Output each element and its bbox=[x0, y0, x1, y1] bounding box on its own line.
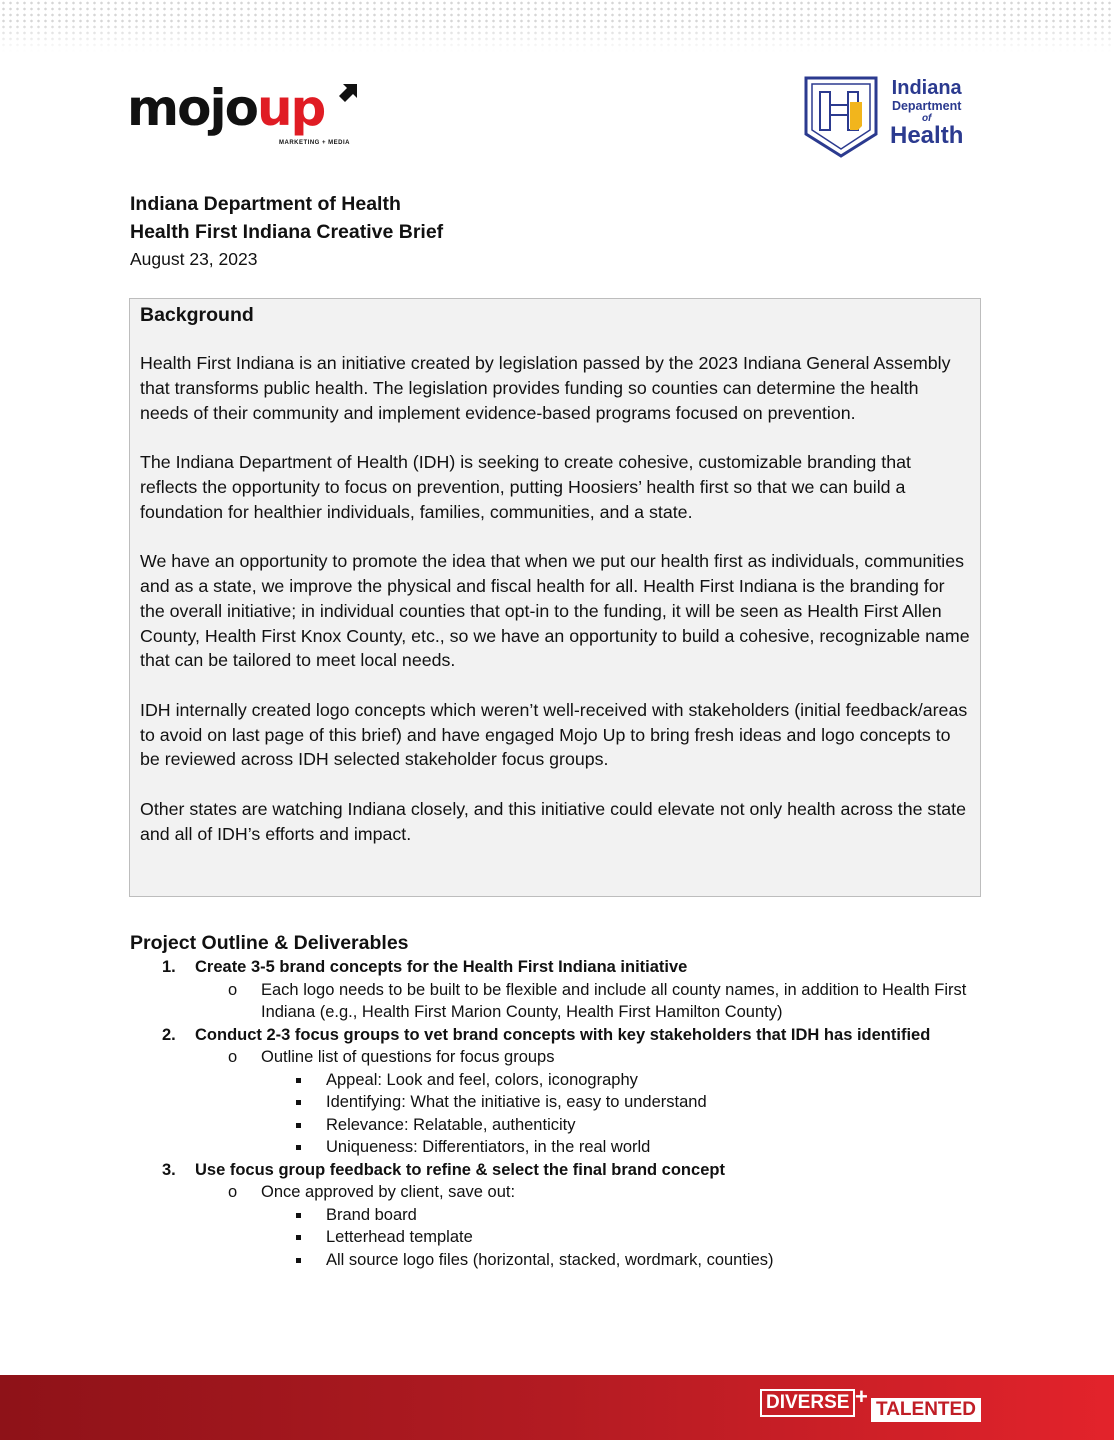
background-paragraph: Health First Indiana is an initiative created by legislation passed by the 2023 Indiana General Assembly that transforms public health. The legislation provides funding so counties can determine the health needs of their community and implement evidence-based programs focused on prevention. bbox=[140, 353, 951, 423]
list-item bbox=[326, 1136, 990, 1159]
step-label: Conduct 2-3 focus groups to vet brand concepts with key stakeholders that IDH has identified bbox=[195, 1025, 931, 1044]
badge-left-text: DIVERSE bbox=[760, 1389, 855, 1417]
mojo-up-wordmark bbox=[127, 78, 324, 138]
sub-item-text: Each logo needs to be built to be flexible and include all county names, in addition to Health First Indiana (e.g., Health First Marion County, Health First Hamilton County) bbox=[261, 980, 967, 1021]
top-dot-pattern bbox=[0, 0, 1114, 52]
list-item-text: Letterhead template bbox=[326, 1228, 473, 1246]
list-item bbox=[326, 1226, 990, 1249]
square-bullet-icon bbox=[296, 1213, 301, 1218]
document-date: August 23, 2023 bbox=[130, 249, 258, 269]
sub-item bbox=[228, 1181, 990, 1204]
outline-step bbox=[130, 956, 990, 979]
list-item-text: All source logo files (horizontal, stacked, wordmark, counties) bbox=[326, 1250, 774, 1269]
background-title: Background bbox=[140, 304, 254, 326]
mojo-logo-tagline: MARKETING + MEDIA bbox=[279, 140, 351, 146]
square-bullet-icon bbox=[296, 1078, 301, 1083]
idh-logo-line2: Department bbox=[891, 99, 962, 113]
mojo-logo-part1: mojo bbox=[127, 79, 257, 137]
circle-bullet-icon: o bbox=[228, 980, 238, 999]
idh-logo-line3: of bbox=[921, 112, 932, 124]
list-item-text: Relevance: Relatable, authenticity bbox=[326, 1115, 576, 1134]
idh-logo-line4: Health bbox=[890, 121, 964, 149]
list-item-text: Appeal: Look and feel, colors, iconography bbox=[326, 1070, 638, 1089]
mojo-up-logo bbox=[127, 78, 367, 150]
list-item bbox=[326, 1114, 990, 1137]
list-item bbox=[326, 1249, 990, 1272]
background-paragraph: Other states are watching Indiana closely, and this initiative could elevate not only health across the state and all of IDH’s efforts and impact. bbox=[140, 798, 966, 844]
project-outline-section bbox=[130, 930, 990, 1271]
outline-step bbox=[130, 1024, 990, 1047]
outline-title: Project Outline & Deliverables bbox=[130, 932, 409, 954]
list-item-text: Identifying: What the initiative is, easy to understand bbox=[326, 1093, 707, 1111]
document-header bbox=[130, 190, 443, 272]
circle-bullet-icon: o bbox=[228, 1183, 238, 1201]
list-item bbox=[326, 1204, 990, 1227]
idh-logo bbox=[802, 72, 982, 162]
step-label: Create 3-5 brand concepts for the Health First Indiana initiative bbox=[195, 958, 688, 976]
background-paragraph: IDH internally created logo concepts which weren’t well-received with stakeholders (initial feedback/areas to avoid on last page of this brief) and have engaged Mojo Up to bring fresh ideas and logo concepts to be reviewed across IDH selected stakeholder focus groups. bbox=[140, 699, 968, 770]
step-number: 1. bbox=[162, 958, 176, 976]
document-org: Indiana Department of Health bbox=[130, 193, 401, 215]
step-label: Use focus group feedback to refine & select the final brand concept bbox=[195, 1160, 725, 1179]
sub-item bbox=[228, 979, 990, 1024]
square-bullet-icon bbox=[296, 1123, 301, 1128]
list-item bbox=[326, 1069, 990, 1092]
sub-item-text: Outline list of questions for focus groups bbox=[261, 1048, 555, 1066]
list-item-text: Uniqueness: Differentiators, in the real world bbox=[326, 1138, 651, 1156]
outline-step bbox=[130, 1159, 990, 1182]
circle-bullet-icon: o bbox=[228, 1048, 238, 1066]
square-bullet-icon bbox=[296, 1145, 301, 1150]
square-bullet-icon bbox=[296, 1100, 301, 1105]
sub-item-text: Once approved by client, save out: bbox=[261, 1183, 516, 1201]
idh-logo-line1: Indiana bbox=[891, 77, 962, 99]
arrow-up-right-icon bbox=[339, 82, 359, 102]
list-item-text: Brand board bbox=[326, 1205, 417, 1224]
step-number: 2. bbox=[162, 1025, 176, 1044]
badge-plus: + bbox=[855, 1384, 868, 1409]
background-paragraph: We have an opportunity to promote the idea that when we put our health first as individuals, communities and as a state, we improve the physical and fiscal health for all. Health First Indiana is the branding for the overall initiative; in individual counties that opt-in to the funding, it will be seen as Health First Allen County, Health First Knox County, etc., so we have an opportunity to build a cohesive, recognizable name that can be tailored to meet local needs. bbox=[140, 551, 970, 671]
sub-item bbox=[228, 1046, 990, 1069]
mojo-logo-part2: up bbox=[256, 79, 325, 137]
background-section bbox=[129, 298, 981, 897]
step-number: 3. bbox=[162, 1160, 176, 1179]
document-title: Health First Indiana Creative Brief bbox=[130, 221, 444, 243]
list-item bbox=[326, 1091, 990, 1114]
square-bullet-icon bbox=[296, 1235, 301, 1240]
idh-logo-text bbox=[890, 78, 963, 148]
badge-right-text: TALENTED bbox=[871, 1398, 981, 1422]
indiana-shield-icon bbox=[802, 72, 880, 158]
background-paragraph: The Indiana Department of Health (IDH) is seeking to create cohesive, customizable branding that reflects the opportunity to focus on prevention, putting Hoosiers’ health first so that we can build a foundation for healthier individuals, families, communities, and a state. bbox=[140, 452, 911, 522]
square-bullet-icon bbox=[296, 1258, 301, 1263]
